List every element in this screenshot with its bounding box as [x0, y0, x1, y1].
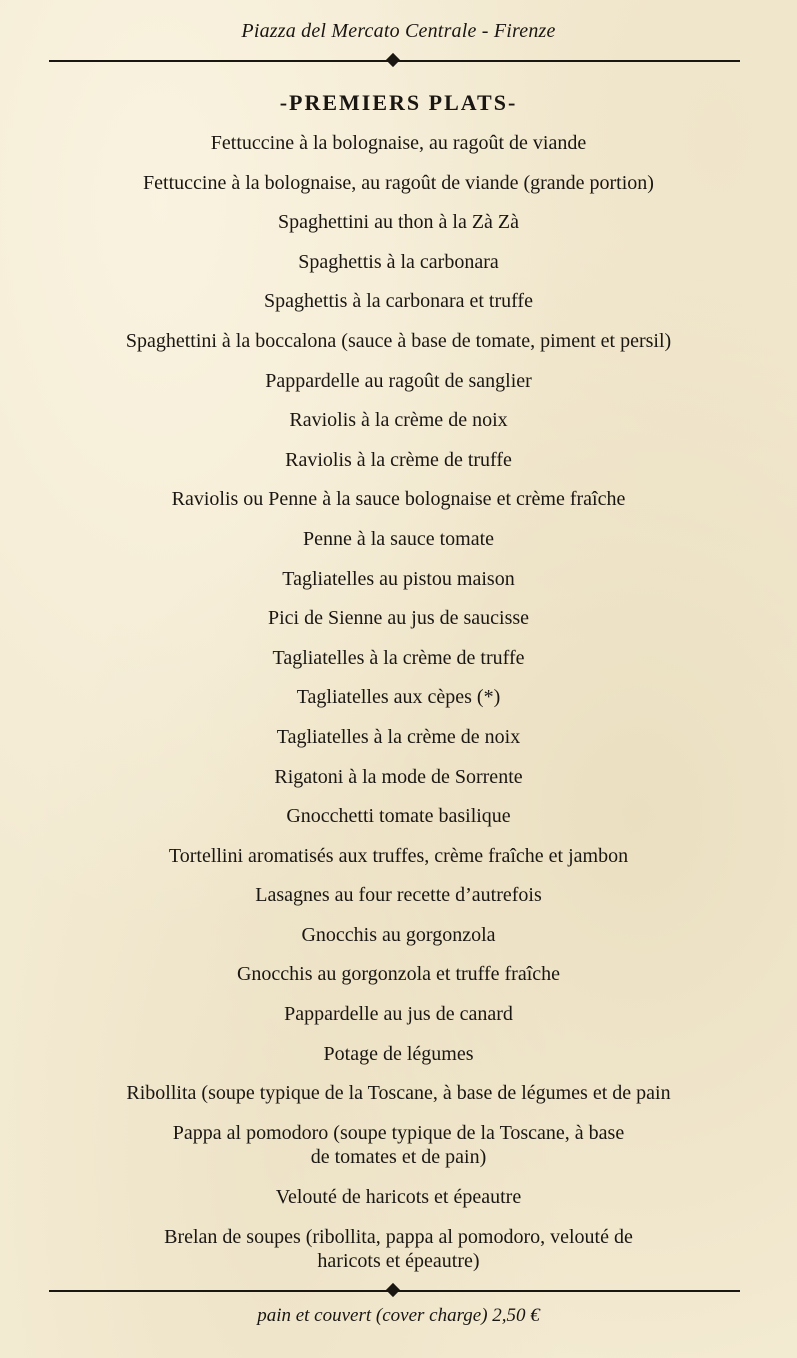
menu-item: [0, 1121, 797, 1171]
menu-item-line: haricots et épeautre): [317, 1250, 480, 1273]
menu-item: Lasagnes au four recette d’autrefois: [255, 884, 542, 907]
diamond-ornament-icon: [386, 53, 400, 67]
menu-item: Rigatoni à la mode de Sorrente: [274, 765, 523, 788]
menu-item: Fettuccine à la bolognaise, au ragoût de viande: [210, 132, 587, 154]
top-divider: [49, 54, 740, 68]
menu-item: Tagliatelles à la crème de noix: [276, 725, 521, 748]
menu-item: Penne à la sauce tomate: [302, 527, 495, 550]
menu-item: Spaghettini à la boccalona (sauce à base de tomate, piment et persil): [125, 329, 672, 352]
menu-item: Spaghettis à la carbonara et truffe: [264, 290, 533, 313]
menu-item: Raviolis ou Penne à la sauce bolognaise et crème fraîche: [171, 488, 626, 511]
menu-item: Potage de légumes: [323, 1042, 474, 1065]
menu-item: Spaghettini au thon à la Zà Zà: [277, 211, 520, 234]
menu-item: Tortellini aromatisés aux truffes, crème fraîche et jambon: [168, 844, 629, 867]
menu-item: Ribollita (soupe typique de la Toscane, à base de légumes et de pain: [126, 1082, 671, 1105]
menu-item-line: Brelan de soupes (ribollita, pappa al pomodoro, velouté de: [164, 1226, 633, 1249]
menu-item: Raviolis à la crème de noix: [289, 409, 508, 432]
menu-item: Pappardelle au ragoût de sanglier: [265, 369, 532, 392]
menu-item-line: de tomates et de pain): [310, 1145, 487, 1168]
menu-item: Spaghettis à la carbonara: [298, 250, 499, 273]
restaurant-location: Piazza del Mercato Centrale - Firenze: [241, 20, 556, 42]
menu-item: Pici de Sienne au jus de saucisse: [267, 607, 530, 630]
bottom-divider: [49, 1284, 740, 1298]
menu-item: Tagliatelles à la crème de truffe: [272, 646, 525, 669]
menu-item-line: Pappa al pomodoro (soupe typique de la Toscane, à base: [172, 1121, 625, 1144]
diamond-ornament-icon: [386, 1283, 400, 1297]
section-title: -PREMIERS PLATS-: [279, 90, 518, 115]
menu-item: Pappardelle au jus de canard: [284, 1003, 513, 1026]
menu-item: [0, 1225, 797, 1275]
menu-item: Gnocchis au gorgonzola: [301, 923, 496, 946]
menu-item: Gnocchetti tomate basilique: [286, 805, 511, 828]
cover-charge-note: pain et couvert (cover charge) 2,50 €: [257, 1305, 540, 1326]
menu-item: Raviolis à la crème de truffe: [285, 448, 512, 471]
menu-item: Gnocchis au gorgonzola et truffe fraîche: [236, 963, 561, 986]
menu-item: Tagliatelles aux cèpes (*): [296, 686, 501, 709]
menu-item: Fettuccine à la bolognaise, au ragoût de viande (grande portion): [143, 171, 654, 194]
menu-item: Tagliatelles au pistou maison: [282, 567, 515, 590]
menu-item-list: [0, 131, 797, 1290]
menu-item: Velouté de haricots et épeautre: [275, 1186, 522, 1209]
